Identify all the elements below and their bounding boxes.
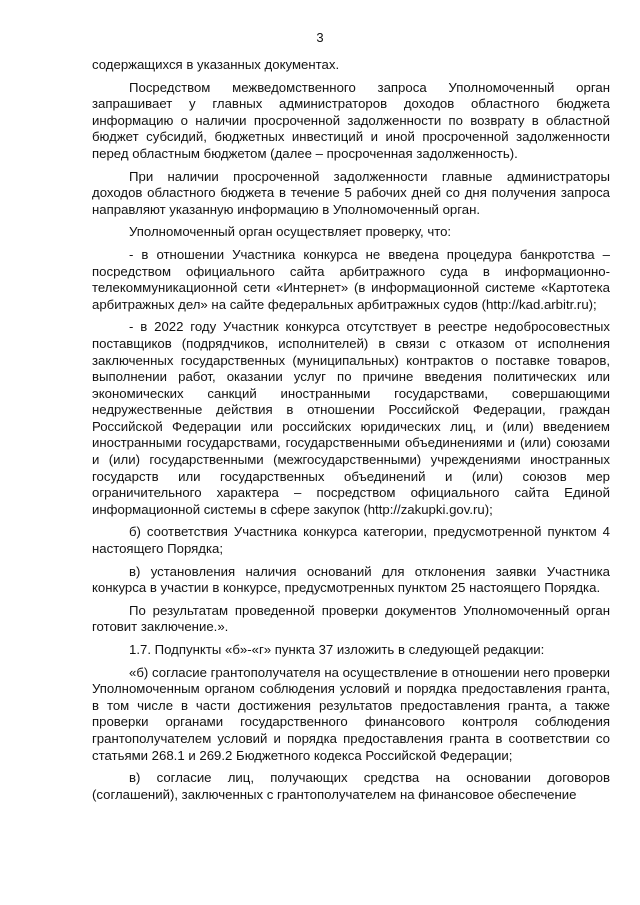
paragraph-subitem-v: в) согласие лиц, получающих средства на основании договоров (соглашений), заключенных с грантополучателем на финансовое обеспечение bbox=[92, 770, 610, 802]
paragraph-interagency-request: Посредством межведомственного запроса Уполномоченный орган запрашивает у главных администраторов доходов областного бюджета информацию о наличии просроченной задолженности по возврату в областной бюджет субсидий, бюджетных инвестиций и иной просроченной задолженности перед областным бюджетом (далее – просроченная задолженность). bbox=[92, 79, 610, 161]
paragraph-category-compliance: б) соответствия Участника конкурса категории, предусмотренной пунктом 4 настоящего Порядка; bbox=[92, 524, 610, 557]
paragraph-amendment-1-7: 1.7. Подпункты «б»-«г» пункта 37 изложить в следующей редакции: bbox=[129, 642, 545, 657]
paragraph-rejection-grounds: в) установления наличия оснований для отклонения заявки Участника конкурса в участии в конкурсе, предусмотренных пунктом 25 настоящего Порядка. bbox=[92, 563, 610, 596]
paragraph-continuation: содержащихся в указанных документах. bbox=[92, 57, 340, 72]
paragraph-subitem-b: «б) согласие грантополучателя на осуществление в отношении него проверки Уполномоченным органом соблюдения условий и порядка предоставления гранта, в том числе в части достижения результатов предоставления гранта, а также проверки органами государственного финансового контроля соблюдения грантополучателем условий и порядка предоставления гранта в соответствии со статьями 268.1 и 269.2 Бюджетного кодекса Российской Федерации; bbox=[92, 664, 610, 763]
paragraph-conclusion: По результатам проведенной проверки документов Уполномоченный орган готовит заключение.». bbox=[92, 602, 610, 635]
document-body bbox=[92, 57, 610, 809]
paragraph-bankruptcy-check: - в отношении Участника конкурса не введена процедура банкротства – посредством официального сайта арбитражного суда в информационно-телекоммуникационной сети «Интернет» (в информационной системе «Картотека арбитражных дел» на сайте федеральных арбитражных судов (http://kad.arbitr.ru); bbox=[92, 246, 610, 312]
paragraph-overdue-debt: При наличии просроченной задолженности главные администраторы доходов областного бюджета в течение 5 рабочих дней со дня получения запроса направляют указанную информацию в Уполномоченный орган. bbox=[92, 168, 610, 217]
paragraph-unfair-suppliers-check: - в 2022 году Участник конкурса отсутствует в реестре недобросовестных поставщиков (подрядчиков, исполнителей) в связи с отказом от исполнения заключенных государственных (муниципальных) контрактов о поставке товаров, выполнении работ, оказании услуг по причине введения политических или экономических санкций иностранными государствами, совершающими недружественные действия в отношении Российской Федерации, граждан Российской Федерации или российских юридических лиц, и (или) введением иностранными государствами, государственными объединениями и (или) союзами и (или) государственными (межгосударственными) учреждениями иностранных государств или государственных объединений и (или) союзов мер ограничительного характера – посредством официального сайта Единой информационной системы в сфере закупок (http://zakupki.gov.ru); bbox=[92, 319, 610, 517]
page-number: 3 bbox=[316, 30, 324, 45]
paragraph-verification-intro: Уполномоченный орган осуществляет проверку, что: bbox=[129, 224, 452, 240]
